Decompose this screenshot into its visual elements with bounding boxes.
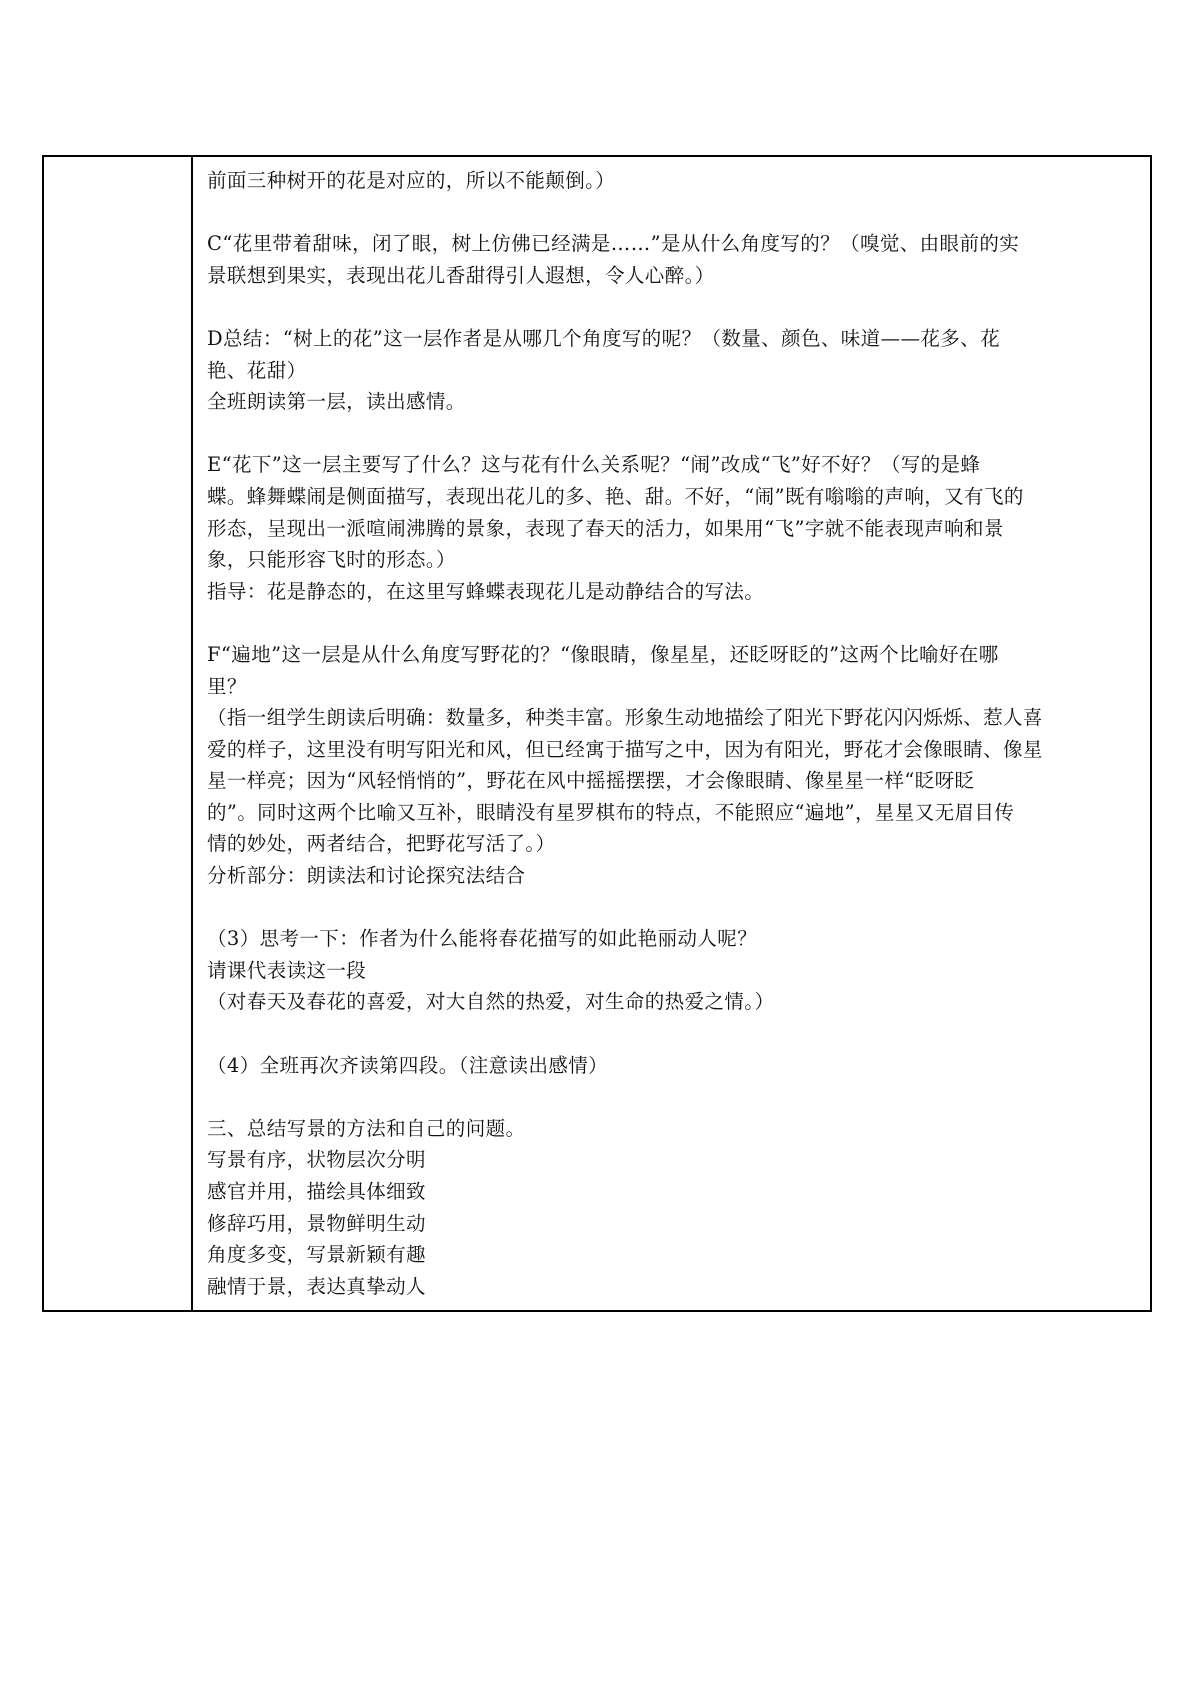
text-line: 融情于景，表达真挚动人 bbox=[207, 1274, 426, 1298]
text-line: 星一样亮；因为“风轻悄悄的”，野花在风中摇摇摆摆，才会像眼睛、像星星一样“眨呀眨 bbox=[207, 769, 975, 793]
blank-line bbox=[207, 1081, 1136, 1113]
text-line: 写景有序，状物层次分明 bbox=[207, 1148, 426, 1172]
text-line: 情的妙处，两者结合，把野花写活了。） bbox=[207, 832, 556, 856]
text-line: 全班朗读第一层，读出感情。 bbox=[207, 390, 466, 414]
text-line: E“花下”这一层主要写了什么？这与花有什么关系呢？“闹”改成“飞”好不好？（写的是蜂 bbox=[207, 453, 981, 477]
text-line: 象，只能形容飞时的形态。） bbox=[207, 548, 456, 572]
text-line: D总结：“树上的花”这一层作者是从哪几个角度写的呢？（数量、颜色、味道——花多、花 bbox=[207, 326, 1000, 350]
text-line: F“遍地”这一层是从什么角度写野花的？“像眼睛，像星星，还眨呀眨的”这两个比喻好在哪 bbox=[207, 642, 999, 666]
text-line: C“花里带着甜味，闭了眼，树上仿佛已经满是……”是从什么角度写的？（嗅觉、由眼前的实 bbox=[207, 232, 1020, 256]
table-content-cell bbox=[193, 157, 1150, 1310]
text-line: 艳、花甜） bbox=[207, 358, 307, 382]
blank-line bbox=[207, 1018, 1136, 1050]
text-line: （3）思考一下：作者为什么能将春花描写的如此艳丽动人呢？ bbox=[207, 927, 758, 951]
text-line: （对春天及春花的喜爱，对大自然的热爱，对生命的热爱之情。） bbox=[207, 990, 775, 1014]
text-line: 请课代表读这一段 bbox=[207, 958, 367, 982]
blank-line bbox=[207, 197, 1136, 229]
lesson-table bbox=[42, 155, 1152, 1312]
text-line: 里？ bbox=[207, 674, 247, 698]
blank-line bbox=[207, 291, 1136, 323]
text-line: 形态，呈现出一派喧闹沸腾的景象，表现了春天的活力，如果用“飞”字就不能表现声响和景 bbox=[207, 516, 1004, 540]
blank-line bbox=[207, 892, 1136, 924]
text-line: （4）全班再次齐读第四段。（注意读出感情） bbox=[207, 1053, 609, 1077]
blank-line bbox=[207, 418, 1136, 450]
table-left-cell bbox=[44, 157, 193, 1310]
text-line: 修辞巧用，景物鲜明生动 bbox=[207, 1211, 426, 1235]
text-line: 爱的样子，这里没有明写阳光和风，但已经寓于描写之中，因为有阳光，野花才会像眼睛、像星 bbox=[207, 737, 1043, 761]
text-line: 的”。同时这两个比喻又互补，眼睛没有星罗棋布的特点，不能照应“遍地”，星星又无眉目传 bbox=[207, 800, 1015, 824]
text-line: 景联想到果实，表现出花儿香甜得引人遐想，令人心醉。） bbox=[207, 263, 715, 287]
text-line: （指一组学生朗读后明确：数量多，种类丰富。形象生动地描绘了阳光下野花闪闪烁烁、惹人喜 bbox=[207, 706, 1043, 730]
text-line: 蝶。蜂舞蝶闹是侧面描写，表现出花儿的多、艳、甜。不好，“闹”既有嗡嗡的声响，又有飞的 bbox=[207, 484, 1024, 508]
text-line: 分析部分：朗读法和讨论探究法结合 bbox=[207, 864, 526, 888]
text-line: 指导：花是静态的，在这里写蜂蝶表现花儿是动静结合的写法。 bbox=[207, 579, 765, 603]
text-line: 角度多变，写景新颖有趣 bbox=[207, 1243, 426, 1267]
blank-line bbox=[207, 607, 1136, 639]
text-line: 前面三种树开的花是对应的，所以不能颠倒。） bbox=[207, 169, 616, 192]
text-line: 感官并用，描绘具体细致 bbox=[207, 1180, 426, 1203]
text-line: 三、总结写景的方法和自己的问题。 bbox=[207, 1116, 526, 1140]
